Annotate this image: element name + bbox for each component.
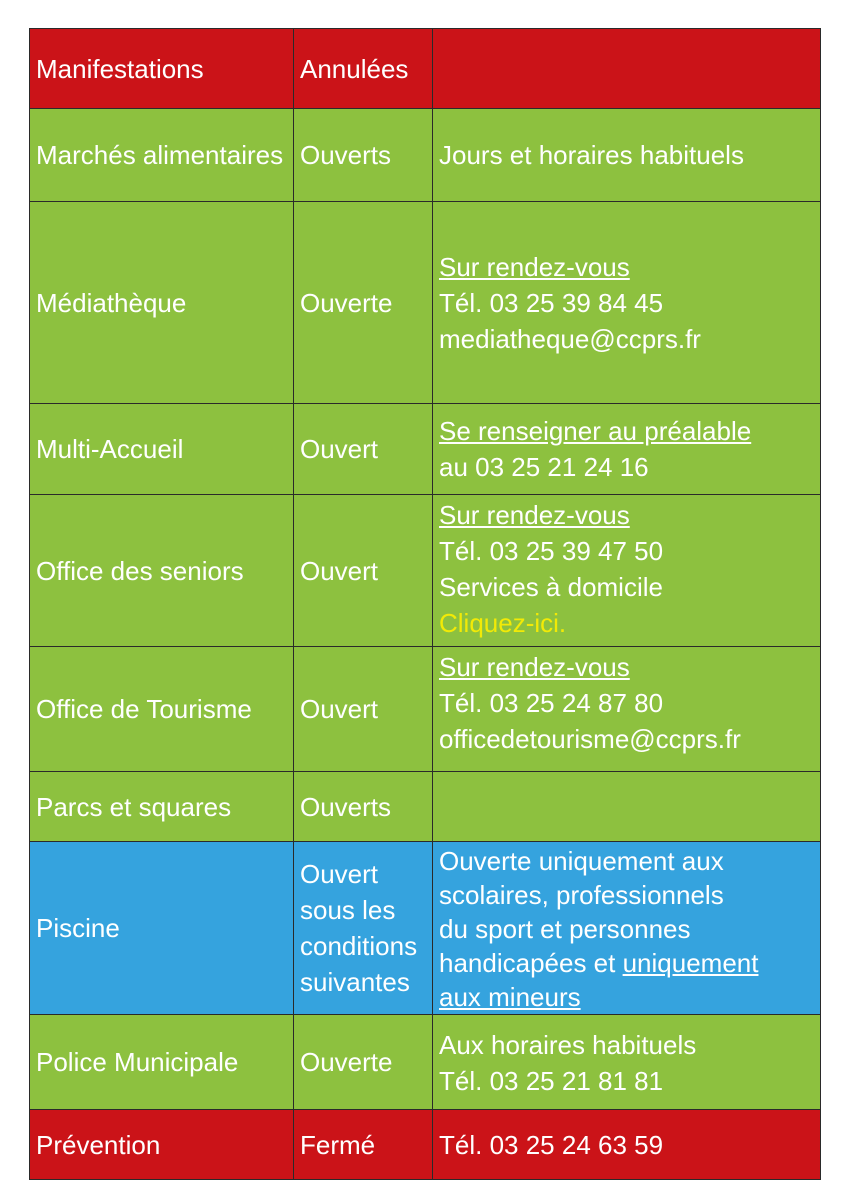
row-prevention-name: Prévention <box>30 1110 294 1180</box>
row-marches-name: Marchés alimentaires <box>30 109 294 202</box>
piscine-info-line-4 <box>439 946 816 980</box>
piscine-info-line: du sport et personnes <box>439 914 691 944</box>
piscine-status-line: conditions <box>300 931 418 961</box>
row-seniors-name: Office des seniors <box>30 495 294 647</box>
piscine-info-plain: handicapées et <box>439 948 623 978</box>
row-tourisme-info <box>433 647 821 772</box>
seniors-click-here-link[interactable]: Cliquez-ici. <box>439 608 567 638</box>
row-multi-accueil-info <box>433 404 821 495</box>
tourisme-phone: Tél. 03 25 24 87 80 <box>439 688 664 718</box>
piscine-status-line: Ouvert <box>300 859 379 889</box>
row-seniors-status: Ouvert <box>294 495 433 647</box>
table-header-row <box>30 29 821 109</box>
row-mediatheque-status: Ouverte <box>294 202 433 404</box>
piscine-info-line: scolaires, professionnels <box>439 880 724 910</box>
row-parcs-status: Ouverts <box>294 772 433 842</box>
row-piscine-status <box>294 842 433 1015</box>
row-seniors-info <box>433 495 821 647</box>
row-parcs-info <box>433 772 821 842</box>
row-tourisme <box>30 647 821 772</box>
row-prevention <box>30 1110 821 1180</box>
tourisme-email: officedetourisme@ccprs.fr <box>439 724 741 754</box>
police-hours: Aux horaires habituels <box>439 1030 697 1060</box>
mediatheque-phone: Tél. 03 25 39 84 45 <box>439 287 664 318</box>
seniors-phone: Tél. 03 25 39 47 50 <box>439 536 664 566</box>
row-police-name: Police Municipale <box>30 1015 294 1110</box>
row-parcs-name: Parcs et squares <box>30 772 294 842</box>
mediatheque-appointment-link[interactable]: Sur rendez-vous <box>439 251 630 282</box>
row-mediatheque-name: Médiathèque <box>30 202 294 404</box>
row-marches-status: Ouverts <box>294 109 433 202</box>
header-empty <box>433 29 821 109</box>
row-police-status: Ouverte <box>294 1015 433 1110</box>
multi-accueil-phone: au 03 25 21 24 16 <box>439 452 649 482</box>
row-marches <box>30 109 821 202</box>
row-police-info <box>433 1015 821 1110</box>
row-parcs <box>30 772 821 842</box>
mediatheque-email: mediatheque@ccprs.fr <box>439 323 701 354</box>
row-prevention-status: Fermé <box>294 1110 433 1180</box>
row-multi-accueil-name: Multi-Accueil <box>30 404 294 495</box>
piscine-info-line: Ouverte uniquement aux <box>439 846 724 876</box>
piscine-uniquement-link[interactable]: uniquement <box>622 948 759 978</box>
piscine-status-line: suivantes <box>300 967 410 997</box>
police-phone: Tél. 03 25 21 81 81 <box>439 1066 664 1096</box>
row-mediatheque <box>30 202 821 404</box>
status-table <box>29 28 821 1180</box>
row-piscine-info <box>433 842 821 1015</box>
row-mediatheque-info <box>433 202 821 404</box>
row-multi-accueil-status: Ouvert <box>294 404 433 495</box>
piscine-status-line: sous les <box>300 895 396 925</box>
seniors-services: Services à domicile <box>439 572 663 602</box>
row-prevention-phone: Tél. 03 25 24 63 59 <box>433 1110 821 1180</box>
multi-accueil-info-link[interactable]: Se renseigner au préalable <box>439 416 752 446</box>
row-tourisme-name: Office de Tourisme <box>30 647 294 772</box>
row-tourisme-status: Ouvert <box>294 647 433 772</box>
piscine-mineurs-link[interactable]: aux mineurs <box>439 982 581 1012</box>
row-marches-info: Jours et horaires habituels <box>433 109 821 202</box>
header-manifestations: Manifestations <box>30 29 294 109</box>
seniors-appointment-link[interactable]: Sur rendez-vous <box>439 500 630 530</box>
header-annulees: Annulées <box>294 29 433 109</box>
row-piscine-name: Piscine <box>30 842 294 1015</box>
tourisme-appointment-link[interactable]: Sur rendez-vous <box>439 652 630 682</box>
row-multi-accueil <box>30 404 821 495</box>
row-police <box>30 1015 821 1110</box>
row-piscine <box>30 842 821 1015</box>
row-seniors <box>30 495 821 647</box>
